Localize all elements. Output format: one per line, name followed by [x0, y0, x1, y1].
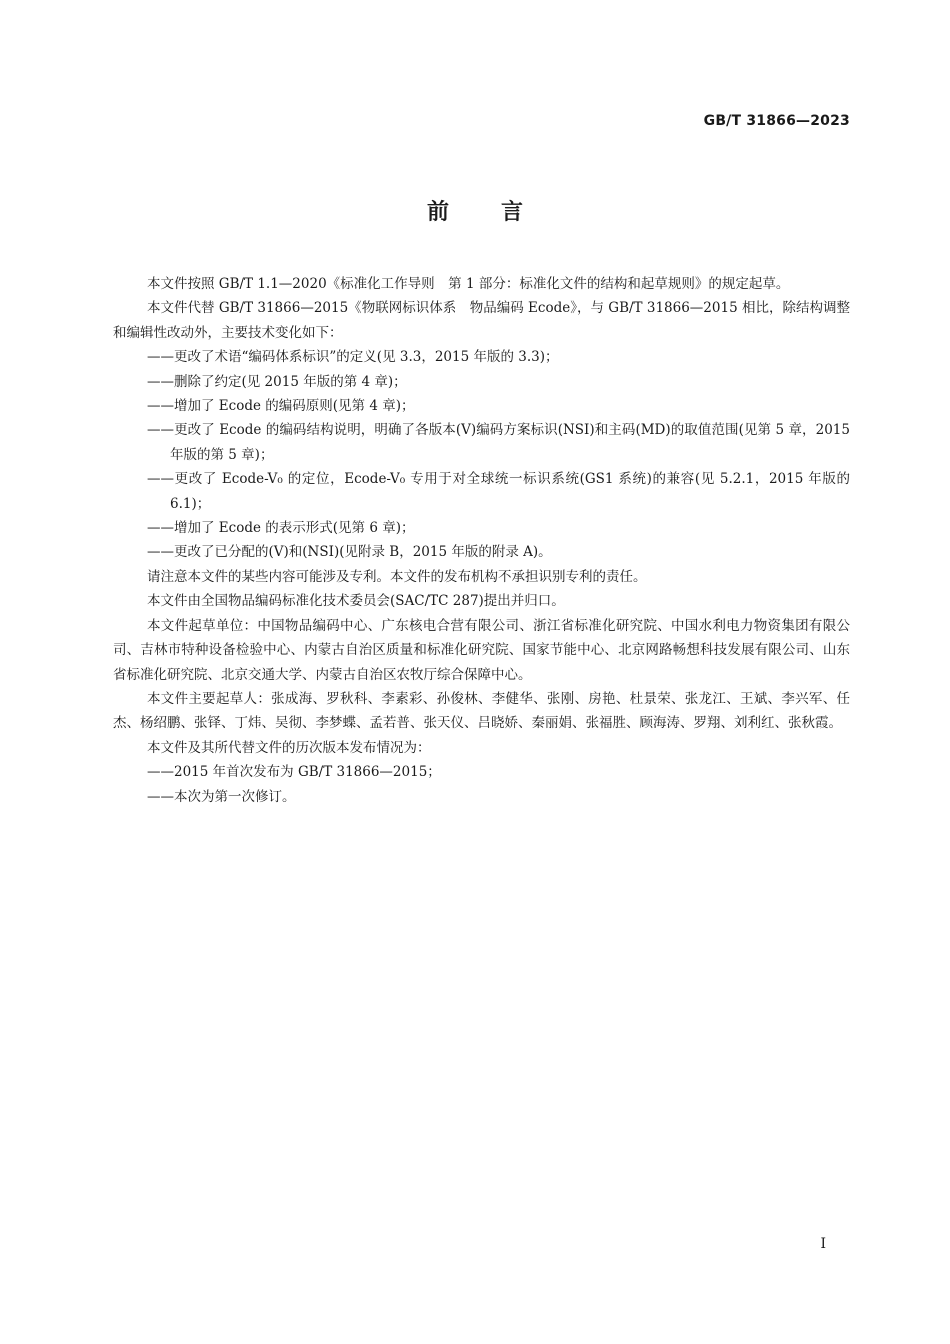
paragraph: 本文件按照 GB/T 1.1—2020《标准化工作导则 第 1 部分：标准化文件的结构和起草规则》的规定起草。 [147, 276, 790, 292]
change-list-item: ——更改了已分配的(V)和(NSI)(见附录 B，2015 年版的附录 A)。 [147, 544, 552, 561]
standard-number: GB/T 31866—2023 [703, 113, 850, 129]
change-list-item: ——更改了术语“编码体系标识”的定义(见 3.3，2015 年版的 3.3)； [147, 349, 559, 366]
foreword-body [113, 272, 850, 809]
change-list-item: ——增加了 Ecode 的表示形式(见第 6 章)； [147, 520, 415, 537]
patent-notice: 请注意本文件的某些内容可能涉及专利。本文件的发布机构不承担识别专利的责任。 [147, 568, 647, 585]
drafting-units-paragraph: 本文件起草单位：中国物品编码中心、广东核电合营有限公司、浙江省标准化研究院、中国水利电力物资集团有限公司、吉林市特种设备检验中心、内蒙古自治区质量和标准化研究院、国家节能中心、北京网路畅想科技发展有限公司、山东省标准化研究院、北京交通大学、内蒙古自治区农牧厅综合保障中心。 [113, 617, 850, 683]
change-list-item: ——更改了 Ecode 的编码结构说明，明确了各版本(V)编码方案标识(NSI)和主码(MD)的取值范围(见第 5 章，2015 年版的第 5 章)； [147, 422, 850, 463]
change-list-item: ——删除了约定(见 2015 年版的第 4 章)； [147, 373, 407, 390]
history-list-item: ——本次为第一次修订。 [147, 788, 296, 805]
page-number: I [820, 1236, 826, 1252]
paragraph: 本文件代替 GB/T 31866—2015《物联网标识体系 物品编码 Ecode》，与 GB/T 31866—2015 相比，除结构调整和编辑性改动外，主要技术变化如下： [113, 300, 850, 341]
change-list-item: ——更改了 Ecode-V₀ 的定位，Ecode-V₀ 专用于对全球统一标识系统(GS1 系统)的兼容(见 5.2.1，2015 年版的 6.1)； [147, 471, 850, 512]
drafters-paragraph: 本文件主要起草人：张成海、罗秋科、李素彩、孙俊林、李健华、张刚、房艳、杜景荣、张龙江、王斌、李兴军、任杰、杨绍鹏、张铎、丁炜、吴彻、李梦蝶、孟若普、张天仪、吕晓娇、秦丽娟、张福胜、顾海涛、罗翔、刘利红、张秋霞。 [113, 690, 850, 732]
page-title: 前言 [426, 200, 575, 225]
history-intro: 本文件及其所代替文件的历次版本发布情况为： [147, 739, 431, 756]
change-list-item: ——增加了 Ecode 的编码原则(见第 4 章)； [147, 398, 415, 415]
history-list-item: ——2015 年首次发布为 GB/T 31866—2015； [147, 764, 441, 781]
proposer-paragraph: 本文件由全国物品编码标准化技术委员会(SAC/TC 287)提出并归口。 [147, 593, 565, 610]
